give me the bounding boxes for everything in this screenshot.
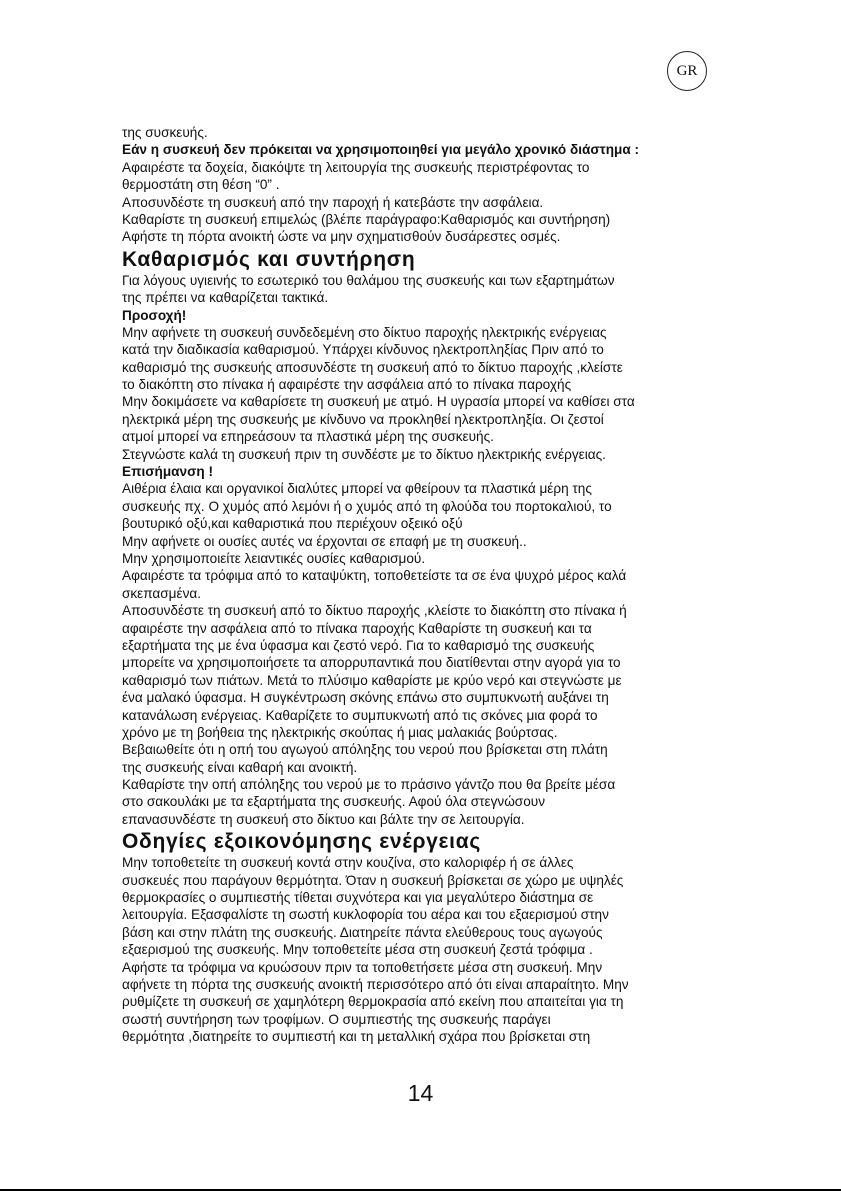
text-line: Καθαρίστε την οπή απόληξης του νερού με το πράσινο γάντζο που θα βρείτε μέσα — [122, 777, 616, 793]
text-line: βάση και στην πλάτη της συσκευής. Διατηρείτε πάντα ελεύθερους τους αγωγούς — [122, 924, 603, 940]
text-line: συσκευής πχ. Ο χυμός από λεμόνι ή ο χυμός από τη φλούδα του πορτοκαλιού, το — [122, 498, 612, 514]
text-line: χρόνο με τη βοήθεια της ηλεκτρικής σκούπας ή μιας μαλακιάς βούρτσας. — [122, 724, 558, 740]
text-line: λειτουργία. Εξασφαλίστε τη σωστή κυκλοφορία του αέρα και του εξαερισμού στην — [122, 907, 609, 923]
text-line: καθαρισμό της συσκευής αποσυνδέστε τη συσκευή από το δίκτυο παροχής ,κλείστε — [122, 359, 623, 375]
text-line: σκεπασμένα. — [122, 585, 202, 601]
text-line: συσκευές που παράγουν θερμότητα. Όταν η συσκευή βρίσκεται σε χώρο με υψηλές — [122, 872, 624, 888]
text-line: Αποσυνδέστε τη συσκευή από το δίκτυο παροχής ,κλείστε το διακόπτη στο πίνακα ή — [122, 603, 627, 619]
text-line: εξαρτήματα της με ένα ύφασμα και ζεστό νερό. Για το καθαρισμό της συσκευής — [122, 637, 595, 653]
text-line: Για λόγους υγιεινής το εσωτερικό του θαλάμου της συσκευής και των εξαρτημάτων — [122, 272, 615, 288]
bold-subheading: Εάν η συσκευή δεν πρόκειται να χρησιμοποιηθεί για μεγάλο χρονικό διάστημα : — [122, 142, 639, 158]
text-line: κατανάλωση ενέργειας. Καθαρίζετε το συμπυκνωτή από τις σκόνες μια φορά το — [122, 707, 598, 723]
text-line: αφαιρέστε την ασφάλεια από το πίνακα παροχής Καθαρίστε τη συσκευή και τα — [122, 620, 592, 636]
text-line: βουτυρικό οξύ,και καθαριστικά που περιέχουν οξεικό οξύ — [122, 516, 463, 532]
language-badge: GR — [667, 51, 707, 91]
text-line: Μην αφήνετε οι ουσίες αυτές να έρχονται σε επαφή με τη συσκευή.. — [122, 533, 527, 549]
section-heading: Καθαρισμός και συντήρηση — [122, 247, 416, 271]
text-line: Μην αφήνετε τη συσκευή συνδεδεμένη στο δίκτυο παροχής ηλεκτρικής ενέργειας — [122, 324, 607, 340]
text-line: αφήνετε τη πόρτα της συσκευής ανοικτή περισσότερο από ότι είναι απαραίτητο. Μην — [122, 976, 629, 992]
text-line: το διακόπτη στο πίνακα ή αφαιρέστε την ασφάλεια από το πίνακα παροχής — [122, 377, 572, 393]
manual-text-body — [122, 124, 722, 1046]
text-line: Μην χρησιμοποιείτε λειαντικές ουσίες καθαρισμού. — [122, 550, 426, 566]
text-line: Αφαιρέστε τα δοχεία, διακόψτε τη λειτουργία της συσκευής περιστρέφοντας το — [122, 159, 590, 175]
text-line: σωστή συντήρηση των τροφίμων. Ο συμπιεστής της συσκευής παράγει — [122, 1011, 551, 1027]
text-line: Αποσυνδέστε τη συσκευή από την παροχή ή κατεβάστε την ασφάλεια. — [122, 194, 544, 210]
bold-subheading: Επισήμανση ! — [122, 464, 213, 480]
text-line: θερμότητα ,διατηρείτε το συμπιεστή και τη μεταλλική σχάρα που βρίσκεται στη — [122, 1029, 591, 1045]
text-line: Αφήστε τη πόρτα ανοικτή ώστε να μην σχηματισθούν δυσάρεστες οσμές. — [122, 229, 561, 245]
text-line: της συσκευής. — [122, 125, 208, 140]
bold-subheading: Προσοχή! — [122, 307, 187, 323]
text-line: Στεγνώστε καλά τη συσκευή πριν τη συνδέστε με το δίκτυο ηλεκτρικής ενέργειας. — [122, 446, 606, 462]
text-line: Μην τοποθετείτε τη συσκευή κοντά στην κουζίνα, στο καλοριφέρ ή σε άλλες — [122, 855, 574, 871]
text-line: Αφαιρέστε τα τρόφιμα από το καταψύκτη, τοποθετείστε τα σε ένα ψυχρό μέρος καλά — [122, 568, 627, 584]
text-line: της συσκευής είναι καθαρή και ανοικτή. — [122, 759, 358, 775]
text-line: της πρέπει να καθαρίζεται τακτικά. — [122, 290, 329, 306]
text-line: θερμοστάτη στη θέση “0” . — [122, 177, 280, 193]
text-line: ατμοί μπορεί να επηρεάσουν τα πλαστικά μέρη της συσκευής. — [122, 429, 494, 445]
section-heading: Οδηγίες εξοικονόμησης ενέργειας — [122, 830, 481, 854]
text-line: ηλεκτρικά μέρη της συσκευής με κίνδυνο να προκληθεί ηλεκτροπληξία. Οι ζεστοί — [122, 411, 604, 427]
text-line: κατά την διαδικασία καθαρισμού. Υπάρχει κίνδυνος ηλεκτροπληξίας Πριν από το — [122, 342, 604, 358]
text-line: εξαερισμού της συσκευής. Μην τοποθετείτε μέσα στη συσκευή ζεστά τρόφιμα . — [122, 942, 593, 958]
page-number: 14 — [407, 1080, 434, 1106]
text-line: στο σακουλάκι με τα εξαρτήματα της συσκευής. Αφού όλα στεγνώσουν — [122, 794, 545, 810]
text-line: μπορείτε να χρησιμοποιήσετε τα απορρυπαντικά που διατίθενται στην αγορά για το — [122, 655, 621, 671]
text-line: θερμοκρασίες ο συμπιεστής τίθεται συχνότερα και για μεγαλύτερο διάστημα σε — [122, 890, 594, 906]
text-line: Αιθέρια έλαια και οργανικοί διαλύτες μπορεί να φθείρουν τα πλαστικά μέρη της — [122, 481, 592, 497]
text-line: καθαρισμό των πιάτων. Μετά το πλύσιμο καθαρίστε με κρύο νερό και στεγνώστε με — [122, 672, 622, 688]
text-line: Καθαρίστε τη συσκευή επιμελώς (βλέπε παράγραφο:Καθαρισμός και συντήρηση) — [122, 211, 611, 227]
text-line: ρυθμίζετε τη συσκευή σε χαμηλότερη θερμοκρασία από εκείνη που απαιτείται για τη — [122, 994, 624, 1010]
text-line: επανασυνδέστε τη συσκευή στο δίκτυο και βάλτε την σε λειτουργία. — [122, 811, 525, 827]
text-line: Βεβαιωθείτε ότι η οπή του αγωγού απόληξης του νερού που βρίσκεται στη πλάτη — [122, 742, 608, 758]
text-line: ένα μαλακό ύφασμα. Η συγκέντρωση σκόνης επάνω στο συμπυκνωτή αυξάνει τη — [122, 690, 609, 706]
text-line: Μην δοκιμάσετε να καθαρίσετε τη συσκευή με ατμό. Η υγρασία μπορεί να καθίσει στα — [122, 394, 635, 410]
text-line: Αφήστε τα τρόφιμα να κρυώσουν πριν τα τοποθετήσετε μέσα στη συσκευή. Μην — [122, 959, 603, 975]
